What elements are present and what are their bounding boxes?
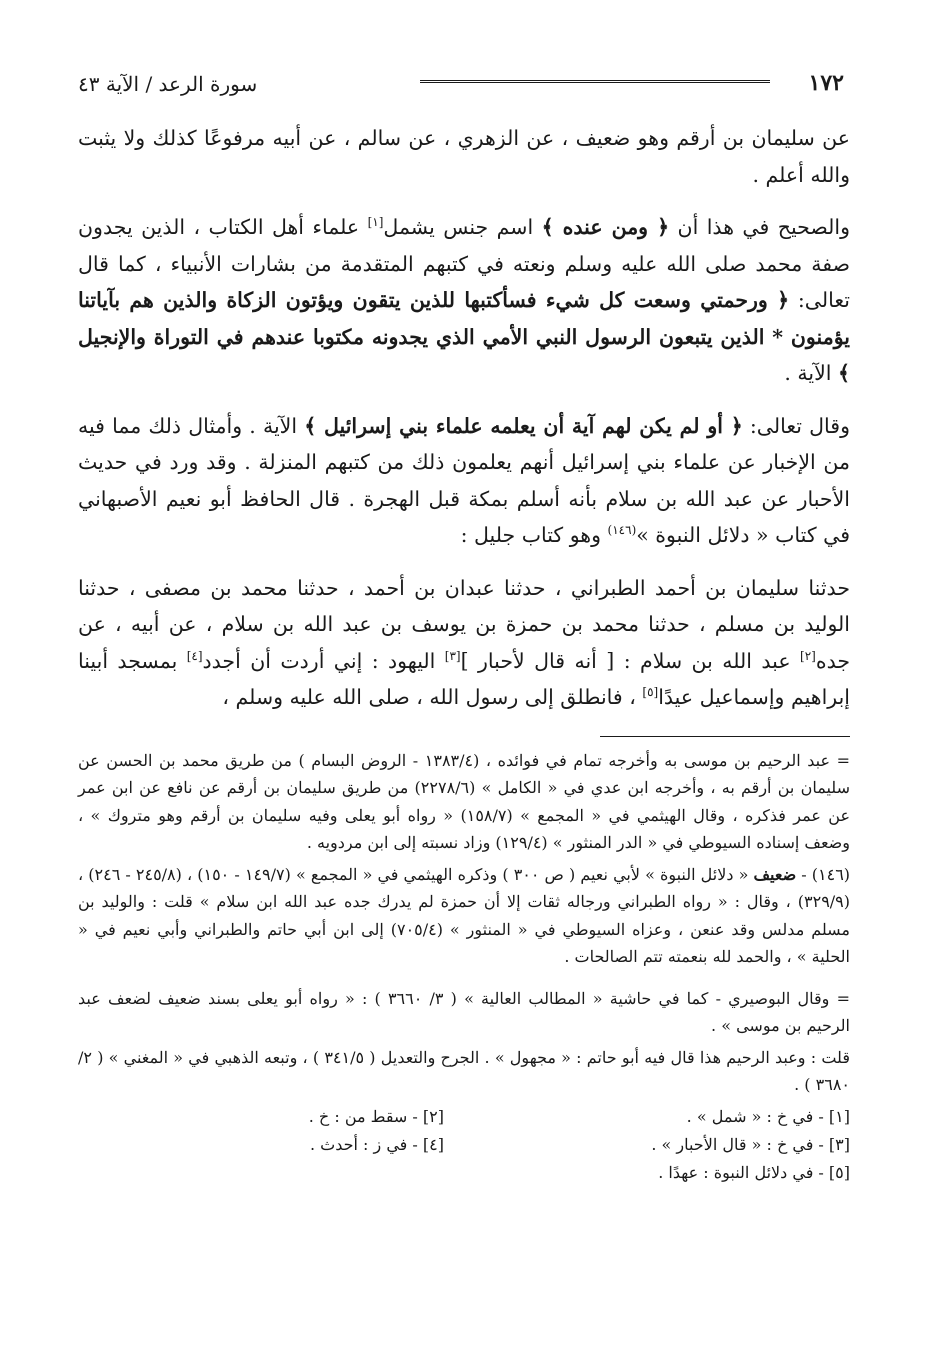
footnote-item: [٥] - في دلائل النبوة : عهدًا . xyxy=(658,1162,850,1182)
note-paragraph: قلت : وعبد الرحيم هذا قال فيه أبو حاتم : « مجهول » . الجرح والتعديل ( ٣٤١/٥ ) ، وتبعه الذهبي في « المغني » ( ٢/ ٣٦٨٠ ) . xyxy=(78,1047,850,1094)
page xyxy=(78,68,850,1187)
quran-quote: ﴿ أو لم يكن لهم آية أن يعلمه علماء بني إسرائيل ﴾ xyxy=(304,413,743,438)
paragraph-text: والصحيح في هذا أن xyxy=(669,215,850,239)
paragraph-text: الآية . xyxy=(784,361,838,385)
quran-quote: ﴿ ورحمتي وسعت كل شيء فسأكتبها للذين يتقون ويؤتون الزكاة والذين هم بآياتنا يؤمنون * الذين يتبعون الرسول النبي الأمي الذي يجدونه مكتوبا عندهم في التوراة والإنجيل ﴾ xyxy=(78,288,850,385)
paragraph-text: وهو كتاب جليل : xyxy=(460,523,608,547)
note-paragraph xyxy=(78,861,850,971)
footnote-item: [٤] - في ز : أحدث . xyxy=(310,1134,444,1154)
paragraph-text: عن سليمان بن أرقم وهو ضعيف ، عن الزهري ، عن سالم ، عن أبيه مرفوعًا كذلك ولا يثبت والله أعلم . xyxy=(78,126,850,187)
footnote-item: [١] - في خ : « شمل » . xyxy=(686,1106,850,1126)
footnote-ref: (١٤٦) xyxy=(607,523,637,538)
running-header xyxy=(78,68,850,100)
footnote-list xyxy=(78,1103,850,1187)
main-text xyxy=(78,120,850,716)
note-paragraph: = عبد الرحيم بن موسى به وأخرجه تمام في فوائده ، (١٣٨٣/٤ - الروض البسام ) من طريق محمد بن الحسن عن سليمان بن أرقم به ، وأخرجه ابن عدي في « الكامل » (٢٢٧٨/٦) من طريق سليمان بن أرقم عن نافع عن ابن عمر عن عمر فذكره ، وقال الهيثمي في « المجمع » (١٥٨/٧) « رواه أبو يعلى وفيه سليمان بن أرقم وهو متروك » ، وضعف إسناده السيوطي في « الدر المنثور » (١٢٩/٤) وزاد نسبته إلى ابن مردويه . xyxy=(78,750,851,852)
note-number: (١٤٦) - xyxy=(796,864,851,884)
footnote-ref: [٥] xyxy=(642,685,659,700)
paragraph xyxy=(78,209,850,392)
footnote-item: [٣] - في خ : « قال الأحبار » . xyxy=(651,1134,850,1154)
paragraph-text: علماء أهل الكتاب ، الذين يجدون صفة محمد صلى الله عليه وسلم ونعته في كتبهم المتقدمة من بشارات الأنبياء ، كما قال تعالى: xyxy=(78,215,850,312)
paragraph xyxy=(78,120,850,193)
footnote-separator xyxy=(600,736,850,737)
note-paragraph: = وقال البوصيري - كما في حاشية « المطالب العالية » ( ٣/ ٣٦٦٠ ) : « رواه أبو يعلى بسند ضعيف لضعف عبد الرحيم بن موسى » . xyxy=(78,988,851,1035)
header-rule xyxy=(420,80,770,85)
paragraph-text: الآية . وأمثال ذلك مما فيه من الإخبار عن علماء بني إسرائيل أنهم يعلمون ذلك من كتبهم المنزلة . وقد ورد في حديث الأحبار عن عبد الله بن سلام بأنه أسلم بمكة قبل الهجرة . قال الحافظ أبو نعيم الأصبهاني في كتاب « دلائل النبوة » xyxy=(78,413,850,547)
paragraph xyxy=(78,570,850,716)
note-text: « دلائل النبوة » لأبي نعيم ( ص ٣٠٠ ) وذكره الهيثمي في « المجمع » (١٤٩/٧ - ١٥٠) ، (٢٤٥/٨ - ٢٤٦) ، (٣٢٩/٩) ، وقال : « رواه الطبراني ورجاله ثقات إلا أن حمزة لم يدرك جده عبد الله ابن سلام » قلت : والوليد بن مسلم مدلس وقد عنعن ، وعزاه السيوطي في « المنثور » (٧٠٥/٤) إلى ابن أبي حاتم والطبراني وأبي نعيم في « الحلية » ، والحمد لله بنعمته تتم الصالحات . xyxy=(78,864,851,966)
footnote-ref: [٤] xyxy=(186,648,203,663)
footnote-ref: [٢] xyxy=(800,648,816,663)
page-number: ١٧٢ xyxy=(808,70,844,96)
paragraph-text: بمسجد أبينا إبراهيم وإسماعيل عيدًا xyxy=(78,648,850,709)
footnotes-section xyxy=(78,747,850,1187)
paragraph-text: وقال تعالى: xyxy=(742,413,850,438)
footnote-ref: [٣] xyxy=(444,648,461,663)
footnote-item: [٢] - سقط من : خ . xyxy=(308,1106,444,1126)
paragraph-text: اسم جنس يشمل xyxy=(383,215,542,239)
surah-title: سورة الرعد / الآية ٤٣ xyxy=(78,72,258,96)
grading-label: ضعيف xyxy=(753,864,797,884)
paragraph xyxy=(78,408,850,554)
paragraph-text: اليهود : إني أردت أن أجدد xyxy=(202,648,445,673)
quran-quote: ﴿ ومن عنده ﴾ xyxy=(541,215,670,239)
paragraph-text: عبد الله بن سلام : [ أنه قال لأحبار ] xyxy=(460,648,800,673)
paragraph-text: حدثنا سليمان بن أحمد الطبراني ، حدثنا عبدان بن أحمد ، حدثنا محمد بن مصفى ، حدثنا الوليد بن مسلم ، حدثنا محمد بن حمزة بن يوسف بن عبد الله بن سلام ، عن أبيه ، عن جده xyxy=(78,575,851,673)
footnote-ref: [١] xyxy=(367,215,384,230)
paragraph-text: ، فانطلق إلى رسول الله ، صلى الله عليه وسلم ، xyxy=(222,685,643,709)
